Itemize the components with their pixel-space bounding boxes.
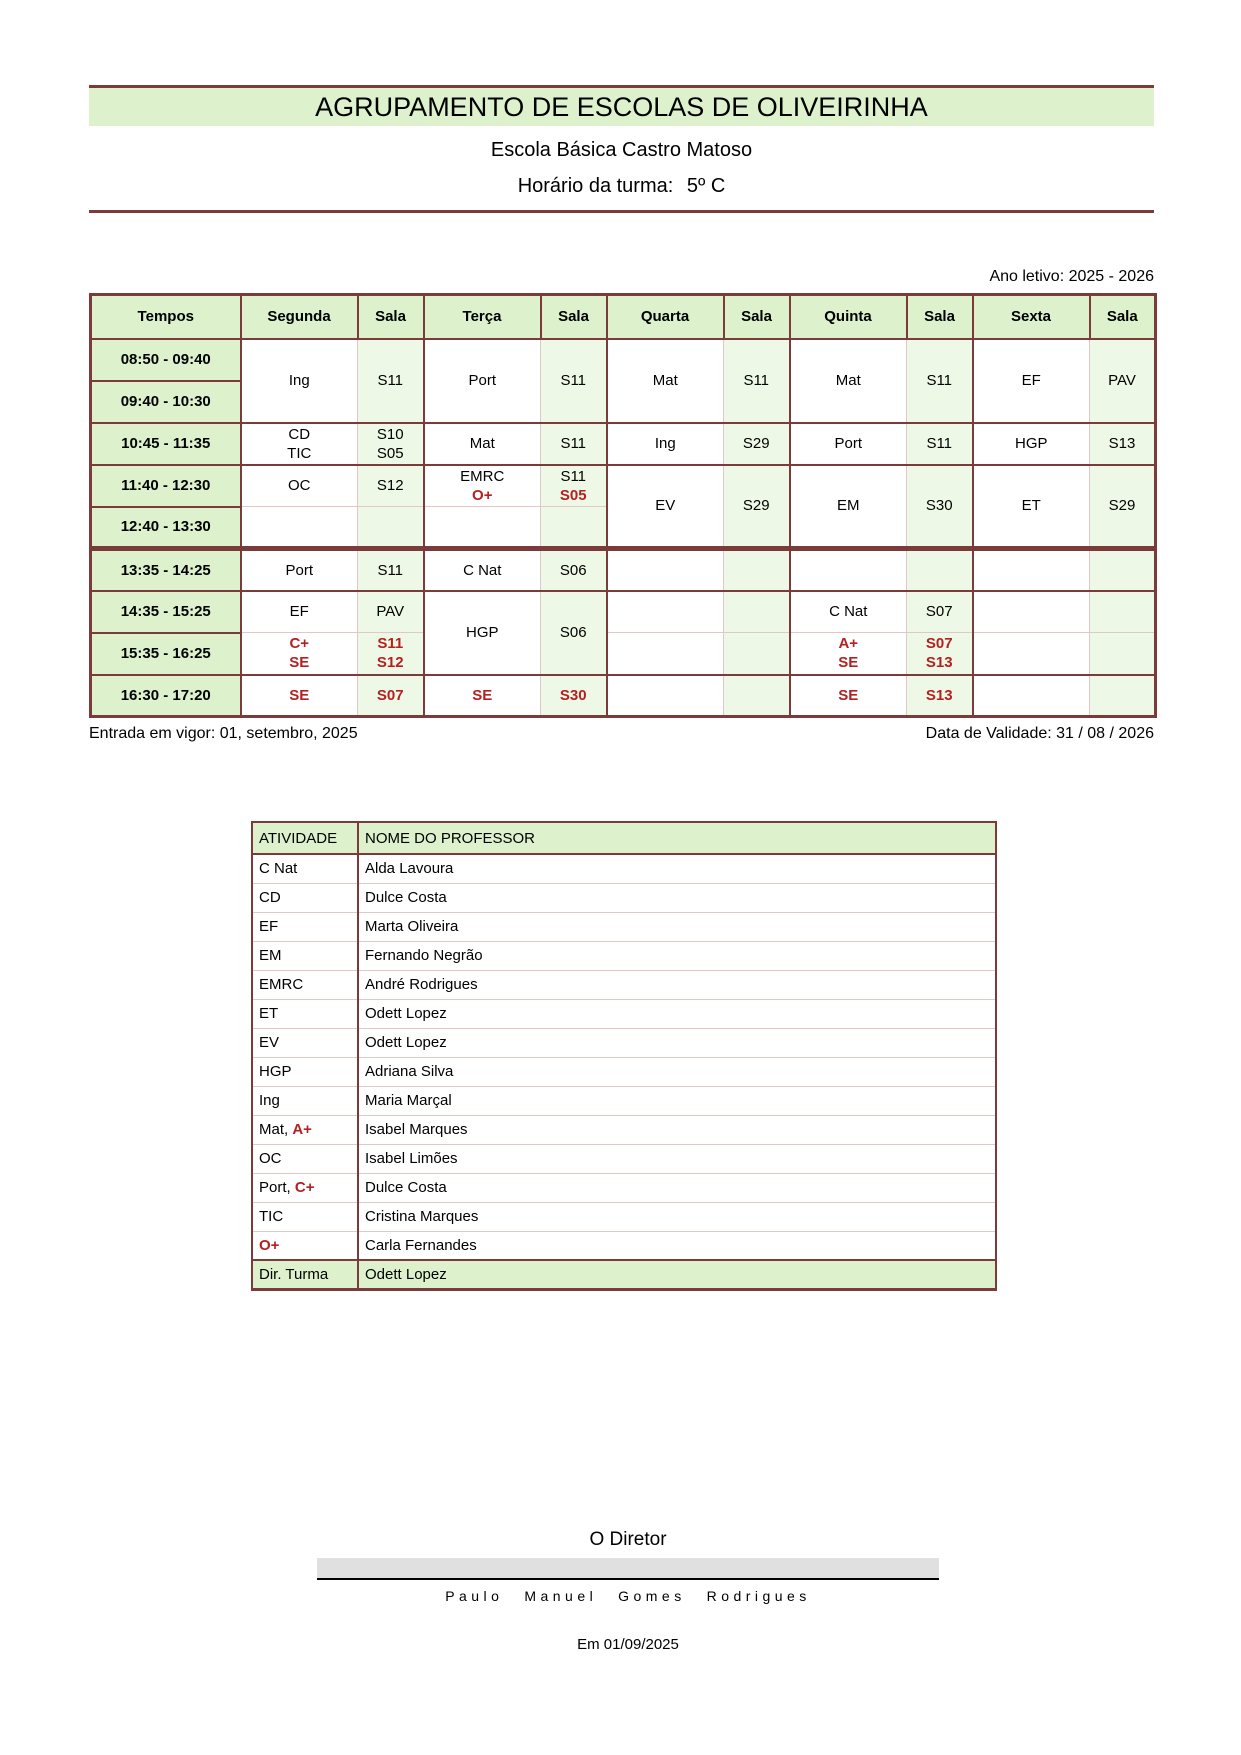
cell-quinta-subject: C Nat xyxy=(790,591,907,633)
room-line-red: S11 xyxy=(377,635,404,653)
activity-label: ET xyxy=(259,1005,279,1022)
cell-sexta-subject-empty xyxy=(973,549,1090,591)
teachers-header-row xyxy=(252,822,996,854)
cell-quarta-room: S29 xyxy=(724,423,790,465)
col-header-segunda: Segunda xyxy=(241,295,358,339)
signature-line xyxy=(317,1558,939,1580)
cell-segunda-room: PAV xyxy=(358,591,424,633)
signature-block xyxy=(317,1529,939,1653)
col-header-sala: Sala xyxy=(358,295,424,339)
col-header-quinta: Quinta xyxy=(790,295,907,339)
cell-segunda-subject xyxy=(241,423,358,465)
header-bottom-rule xyxy=(89,210,1154,213)
activity-cell xyxy=(252,970,358,999)
activity-label: CD xyxy=(259,889,281,906)
teacher-row xyxy=(252,970,996,999)
subject-line: EMRC xyxy=(460,467,505,485)
time-cell: 11:40 - 12:30 xyxy=(91,465,241,507)
cell-quinta-subject: SE xyxy=(790,675,907,717)
teachers-col-name: NOME DO PROFESSOR xyxy=(358,822,996,854)
activity-cell xyxy=(252,1144,358,1173)
cell-quarta-room: S11 xyxy=(724,339,790,423)
cell-segunda-room xyxy=(358,423,424,465)
cell-segunda-subject: SE xyxy=(241,675,358,717)
row-1435 xyxy=(91,591,1156,633)
activity-cell xyxy=(252,912,358,941)
room-line: S11 xyxy=(560,467,587,485)
teacher-name-cell: Fernando Negrão xyxy=(358,941,996,970)
activity-cell xyxy=(252,1202,358,1231)
cell-terca-subject-empty xyxy=(424,507,541,549)
col-header-sala: Sala xyxy=(541,295,607,339)
teacher-row xyxy=(252,1173,996,1202)
cell-quarta-room-empty xyxy=(724,633,790,675)
cell-quinta-room xyxy=(907,633,973,675)
cell-segunda-room: S07 xyxy=(358,675,424,717)
activity-cell xyxy=(252,1028,358,1057)
cell-terca-room: S11 xyxy=(541,339,607,423)
page-title: AGRUPAMENTO DE ESCOLAS DE OLIVEIRINHA xyxy=(89,88,1154,126)
cell-terca-subject: Port xyxy=(424,339,541,423)
subject-line: CD xyxy=(288,425,311,443)
teachers-col-activity: ATIVIDADE xyxy=(252,822,358,854)
activity-label: C Nat xyxy=(259,860,298,878)
class-director-row xyxy=(252,1260,996,1289)
cell-quinta-subject xyxy=(790,633,907,675)
row-1535 xyxy=(91,633,1156,675)
activity-cell xyxy=(252,1086,358,1115)
cell-quarta-room-empty xyxy=(724,549,790,591)
teacher-row xyxy=(252,1202,996,1231)
cell-quarta-subject-empty xyxy=(607,591,724,633)
activity-cell xyxy=(252,1057,358,1086)
cell-sexta-room-empty xyxy=(1090,633,1156,675)
cell-terca-room: S06 xyxy=(541,549,607,591)
activity-label: Ing xyxy=(259,1092,280,1109)
room-line: S05 xyxy=(376,444,404,462)
activity-cell xyxy=(252,941,358,970)
col-header-sala: Sala xyxy=(907,295,973,339)
cell-quarta-subject: Mat xyxy=(607,339,724,423)
cell-sexta-room: S13 xyxy=(1090,423,1156,465)
activity-red-label: C+ xyxy=(294,1179,315,1196)
activity-label: HGP xyxy=(259,1063,292,1080)
activity-label: EM xyxy=(259,947,282,964)
class-title-value: 5º C xyxy=(686,175,726,197)
activity-label: OC xyxy=(259,1150,282,1167)
timetable-header-row xyxy=(91,295,1156,339)
activity-label: Port, xyxy=(259,1179,295,1196)
cell-quinta-room-empty xyxy=(907,549,973,591)
cell-segunda-room: S12 xyxy=(358,465,424,507)
room-line: S10 xyxy=(376,425,404,443)
teacher-row xyxy=(252,1115,996,1144)
cell-terca-room-empty xyxy=(541,507,607,549)
cell-quarta-subject-empty xyxy=(607,633,724,675)
cell-segunda-room: S11 xyxy=(358,339,424,423)
validity-row xyxy=(89,725,1154,743)
cell-terca-subject: SE xyxy=(424,675,541,717)
activity-label: TIC xyxy=(259,1208,284,1225)
cell-sexta-subject: EF xyxy=(973,339,1090,423)
cell-sexta-subject-empty xyxy=(973,591,1090,633)
teacher-row xyxy=(252,1028,996,1057)
time-cell: 10:45 - 11:35 xyxy=(91,423,241,465)
cell-segunda-room xyxy=(358,633,424,675)
cell-segunda-subject: Ing xyxy=(241,339,358,423)
cell-sexta-room-empty xyxy=(1090,591,1156,633)
time-cell: 08:50 - 09:40 xyxy=(91,339,241,381)
cell-sexta-room: PAV xyxy=(1090,339,1156,423)
teacher-row xyxy=(252,854,996,883)
start-date-text: Entrada em vigor: 01, setembro, 2025 xyxy=(89,725,358,742)
cell-segunda-subject: OC xyxy=(241,465,358,507)
cell-sexta-subject: ET xyxy=(973,465,1090,549)
cell-quinta-subject: EM xyxy=(790,465,907,549)
class-title xyxy=(89,175,1154,198)
subject-line-red: SE xyxy=(838,654,859,672)
cell-quarta-subject: EV xyxy=(607,465,724,549)
teacher-row xyxy=(252,999,996,1028)
subject-line-red: O+ xyxy=(472,486,493,504)
row-1045 xyxy=(91,423,1156,465)
cell-terca-room: S30 xyxy=(541,675,607,717)
cell-sexta-room: S29 xyxy=(1090,465,1156,549)
time-cell: 15:35 - 16:25 xyxy=(91,633,241,675)
cell-segunda-subject: Port xyxy=(241,549,358,591)
cell-sexta-subject-empty xyxy=(973,675,1090,717)
col-header-sexta: Sexta xyxy=(973,295,1090,339)
teacher-row xyxy=(252,1144,996,1173)
activity-cell xyxy=(252,1173,358,1202)
cell-segunda-room-empty xyxy=(358,507,424,549)
room-line-red: S12 xyxy=(376,654,404,672)
cell-quarta-room-empty xyxy=(724,591,790,633)
teacher-name-cell: Maria Marçal xyxy=(358,1086,996,1115)
teacher-name-cell: Odett Lopez xyxy=(358,999,996,1028)
cell-terca-room xyxy=(541,465,607,507)
activity-red-label: O+ xyxy=(259,1236,280,1254)
cell-quinta-room: S07 xyxy=(907,591,973,633)
subject-line-red: C+ xyxy=(289,635,310,653)
cell-sexta-room-empty xyxy=(1090,675,1156,717)
activity-label: Dir. Turma xyxy=(259,1265,329,1283)
teacher-name-cell: Carla Fernandes xyxy=(358,1231,996,1260)
time-cell: 09:40 - 10:30 xyxy=(91,381,241,423)
director-title: O Diretor xyxy=(589,1528,667,1550)
cell-quinta-room: S11 xyxy=(907,423,973,465)
teacher-row xyxy=(252,1231,996,1260)
activity-cell xyxy=(252,1231,358,1260)
content xyxy=(89,0,1154,1653)
teacher-name-cell: Adriana Silva xyxy=(358,1057,996,1086)
document-date: Em 01/09/2025 xyxy=(577,1635,679,1653)
activity-cell xyxy=(252,883,358,912)
teacher-row xyxy=(252,883,996,912)
activity-red-label: A+ xyxy=(292,1121,312,1138)
col-header-sala: Sala xyxy=(1090,295,1156,339)
cell-quarta-subject-empty xyxy=(607,549,724,591)
teacher-row xyxy=(252,1057,996,1086)
teacher-name-cell: Odett Lopez xyxy=(358,1028,996,1057)
cell-terca-subject: Mat xyxy=(424,423,541,465)
cell-terca-subject: C Nat xyxy=(424,549,541,591)
cell-quinta-subject: Mat xyxy=(790,339,907,423)
teacher-row xyxy=(252,912,996,941)
cell-quinta-subject: Port xyxy=(790,423,907,465)
cell-segunda-room: S11 xyxy=(358,549,424,591)
timetable xyxy=(89,293,1157,718)
col-header-terca: Terça xyxy=(424,295,541,339)
cell-terca-subject xyxy=(424,465,541,507)
activity-label: Mat, xyxy=(259,1121,293,1138)
activity-label: EV xyxy=(259,1034,280,1051)
activity-label: EMRC xyxy=(259,976,304,993)
teacher-name-cell: Dulce Costa xyxy=(358,1173,996,1202)
row-1140 xyxy=(91,465,1156,507)
cell-quinta-room: S11 xyxy=(907,339,973,423)
time-cell: 13:35 - 14:25 xyxy=(91,549,241,591)
time-cell: 14:35 - 15:25 xyxy=(91,591,241,633)
room-line-red: S13 xyxy=(925,654,953,672)
class-title-label: Horário da turma: xyxy=(517,175,674,197)
time-cell: 12:40 - 13:30 xyxy=(91,507,241,549)
subject-line-red: A+ xyxy=(838,635,859,653)
teacher-name-cell: Alda Lavoura xyxy=(358,854,996,883)
cell-terca-subject: HGP xyxy=(424,591,541,675)
cell-sexta-room-empty xyxy=(1090,549,1156,591)
cell-quarta-room: S29 xyxy=(724,465,790,549)
teacher-name-cell: Isabel Limões xyxy=(358,1144,996,1173)
cell-sexta-subject: HGP xyxy=(973,423,1090,465)
teacher-name-cell: Isabel Marques xyxy=(358,1115,996,1144)
subject-line-red: SE xyxy=(289,654,310,672)
row-1630 xyxy=(91,675,1156,717)
activity-cell xyxy=(252,1115,358,1144)
col-header-sala: Sala xyxy=(724,295,790,339)
cell-terca-room: S06 xyxy=(541,591,607,675)
teachers-table xyxy=(251,821,997,1291)
activity-cell xyxy=(252,1260,358,1289)
teacher-row xyxy=(252,941,996,970)
cell-segunda-subject: EF xyxy=(241,591,358,633)
time-cell: 16:30 - 17:20 xyxy=(91,675,241,717)
end-date-text: Data de Validade: 31 / 08 / 2026 xyxy=(925,725,1154,742)
cell-quarta-subject-empty xyxy=(607,675,724,717)
cell-segunda-subject xyxy=(241,633,358,675)
row-0850 xyxy=(91,339,1156,381)
subject-line: TIC xyxy=(287,444,312,462)
teacher-name-cell: Odett Lopez xyxy=(358,1260,996,1289)
cell-sexta-subject-empty xyxy=(973,633,1090,675)
activity-cell xyxy=(252,999,358,1028)
room-line-red: S05 xyxy=(559,486,587,504)
room-line-red: S07 xyxy=(925,635,953,653)
row-1335 xyxy=(91,549,1156,591)
cell-quinta-room: S13 xyxy=(907,675,973,717)
teacher-row xyxy=(252,1086,996,1115)
cell-segunda-subject-empty xyxy=(241,507,358,549)
cell-terca-room: S11 xyxy=(541,423,607,465)
school-name: Escola Básica Castro Matoso xyxy=(490,139,753,161)
col-header-quarta: Quarta xyxy=(607,295,724,339)
cell-quinta-subject-empty xyxy=(790,549,907,591)
activity-cell xyxy=(252,854,358,883)
cell-quarta-subject: Ing xyxy=(607,423,724,465)
teacher-name-cell: André Rodrigues xyxy=(358,970,996,999)
cell-quinta-room: S30 xyxy=(907,465,973,549)
activity-label: EF xyxy=(259,918,279,935)
teacher-name-cell: Marta Oliveira xyxy=(358,912,996,941)
school-year: Ano letivo: 2025 - 2026 xyxy=(989,268,1154,285)
teacher-name-cell: Cristina Marques xyxy=(358,1202,996,1231)
teacher-name-cell: Dulce Costa xyxy=(358,883,996,912)
cell-quarta-room-empty xyxy=(724,675,790,717)
director-name: Paulo Manuel Gomes Rodrigues xyxy=(445,1587,811,1604)
col-header-tempos: Tempos xyxy=(91,295,241,339)
